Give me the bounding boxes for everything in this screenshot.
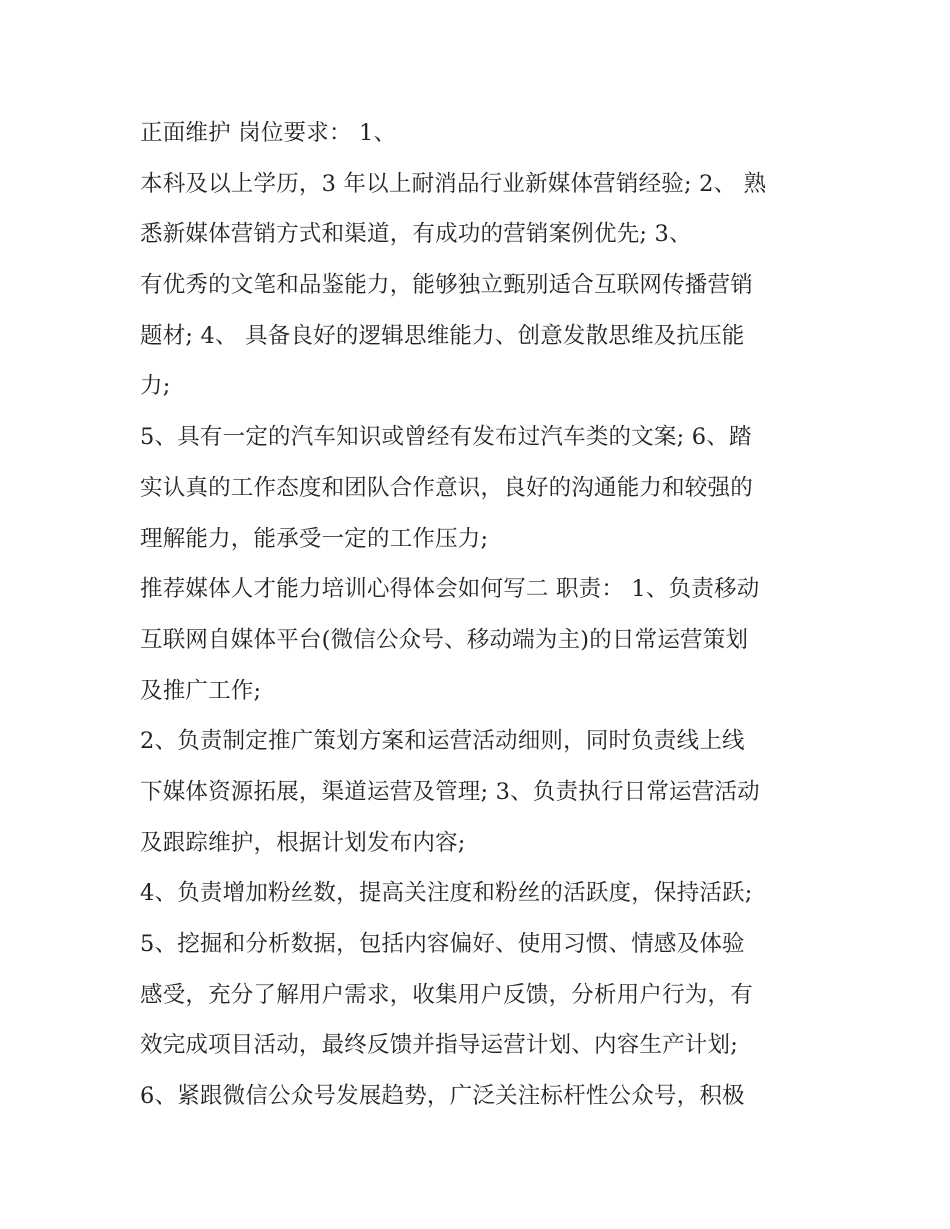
text-line: 效完成项目活动，最终反馈并指导运营计划、内容生产计划;	[140, 1032, 738, 1059]
text-line: 有优秀的文笔和品鉴能力，能够独立甄别适合互联网传播营销	[140, 272, 753, 299]
text-line: 5、具有一定的汽车知识或曾经有发布过汽车类的文案; 6、踏	[140, 424, 752, 451]
text-line: 正面维护 岗位要求： 1、	[140, 120, 397, 146]
text-line: 4、负责增加粉丝数，提高关注度和粉丝的活跃度，保持活跃;	[140, 880, 753, 907]
text-line: 下媒体资源拓展，渠道运营及管理; 3、负责执行日常运营活动	[140, 778, 760, 805]
text-line: 悉新媒体营销方式和渠道，有成功的营销案例优先; 3、	[140, 221, 692, 248]
text-line: 及推广工作;	[140, 677, 262, 704]
text-line: 5、挖掘和分析数据，包括内容偏好、使用习惯、情感及体验	[140, 931, 745, 957]
text-line: 力;	[140, 373, 171, 400]
text-line: 2、负责制定推广策划方案和运营活动细则，同时负责线上线	[140, 728, 745, 755]
text-line: 本科及以上学历，3 年以上耐消品行业新媒体营销经验; 2、 熟	[140, 170, 767, 197]
text-line: 及跟踪维护，根据计划发布内容;	[140, 829, 466, 856]
text-line: 6、紧跟微信公众号发展趋势，广泛关注标杆性公众号，积极	[140, 1083, 745, 1110]
text-line: 推荐媒体人才能力培训心得体会如何写二 职责： 1、负责移动	[140, 576, 760, 603]
text-line: 感受，充分了解用户需求，收集用户反馈，分析用户行为，有	[140, 981, 753, 1008]
text-line: 题材; 4、 具备良好的逻辑思维能力、创意发散思维及抗压能	[140, 322, 745, 349]
document-body	[140, 108, 830, 1122]
text-line: 互联网自媒体平台(微信公众号、移动端为主)的日常运营策划	[140, 626, 749, 653]
text-line: 实认真的工作态度和团队合作意识，良好的沟通能力和较强的	[140, 474, 753, 501]
text-line: 理解能力，能承受一定的工作压力;	[140, 525, 489, 552]
